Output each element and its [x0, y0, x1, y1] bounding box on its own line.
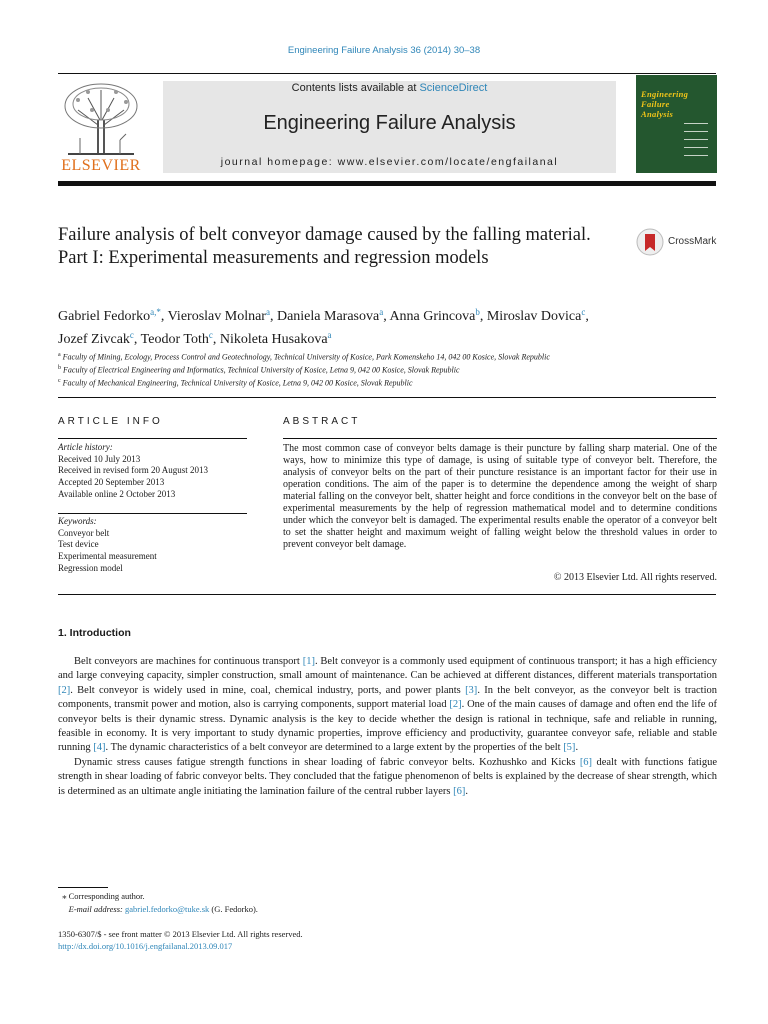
keyword-item: Regression model — [58, 562, 123, 573]
keyword-item: Experimental measurement — [58, 551, 157, 562]
author-affiliation-marker[interactable]: c — [129, 330, 134, 340]
journal-masthead — [163, 81, 616, 173]
info-bottom-rule — [58, 594, 716, 595]
crossmark-icon — [636, 228, 664, 256]
history-item: Received in revised form 20 August 2013 — [58, 465, 208, 476]
doi-link[interactable]: http://dx.doi.org/10.1016/j.engfailanal.2013.09.017 — [58, 941, 233, 951]
corresponding-author-note: ⁎ Corresponding author. — [58, 891, 145, 901]
front-matter-line: 1350-6307/$ - see front matter © 2013 Elsevier Ltd. All rights reserved. — [58, 929, 303, 939]
author-name: Miroslav Dovica — [486, 309, 582, 324]
contents-prefix: Contents lists available at — [291, 82, 417, 94]
author-name: Vieroslav Molnar — [167, 309, 266, 324]
article-title: Failure analysis of belt conveyor damage caused by the falling material. Part I: Experimental measurements and regression models — [58, 225, 591, 268]
section-heading-introduction: 1. Introduction — [58, 627, 131, 639]
abstract-copyright: © 2013 Elsevier Ltd. All rights reserved. — [553, 572, 717, 583]
author-name: Anna Grincova — [389, 309, 476, 324]
citation-link[interactable]: [2] — [449, 699, 462, 711]
history-item: Available online 2 October 2013 — [58, 488, 176, 499]
author-name: Jozef Zivcak — [58, 332, 130, 347]
email-note: E-mail address: gabriel.fedorko@tuke.sk (G. Fedorko). — [68, 903, 258, 914]
abstract-rule — [283, 438, 717, 439]
history-item: Accepted 20 September 2013 — [58, 477, 165, 488]
author-affiliation-marker[interactable]: a — [379, 307, 384, 317]
journal-citation[interactable]: Engineering Failure Analysis 36 (2014) 30–38 — [287, 45, 481, 56]
tree-icon — [58, 80, 144, 156]
cover-title: Engineering Failure Analysis — [641, 89, 689, 119]
journal-homepage[interactable]: journal homepage: www.elsevier.com/locate/engfailanal — [220, 156, 559, 168]
affiliations — [58, 350, 718, 389]
author-name: Daniela Marasova — [276, 309, 380, 324]
keywords — [58, 516, 258, 575]
paragraph: Belt conveyors are machines for continuous transport [1]. Belt conveyor is a commonly used equipment of continuous transport; it has a high efficiency and large conveying capacity, simpler construction, small amount of maintenance. Can be achieved at different distances, different materials transportation [2]. Belt conveyor is widely used in mine, coal, chemical industry, ports, and power plants [3]. In the belt conveyor, as the conveyor belt is traction components, transmit power and motion, also is carrying components, support material load [2]. One of the main causes of damage and often end the life of conveyor belts is their dynamic stress. Dynamic analysis is the key to decide whether the design is rational in technique, safe and reliable in running, feasible in economy. It is very important to study dynamic properties, improve efficiency and productivity, guarantee conveyor safe, reliable and stable running [4]. The dynamic characteristics of a belt conveyor are determined to a large extent by the properties of the belt [5]. — [58, 656, 718, 754]
footnote-rule — [58, 887, 108, 888]
publisher-name: ELSEVIER — [61, 157, 141, 174]
author-name: Teodor Toth — [140, 332, 209, 347]
author-affiliation-marker[interactable]: c — [581, 307, 586, 317]
citation-link[interactable]: [3] — [465, 684, 478, 696]
crossmark-badge[interactable] — [636, 228, 726, 256]
author-affiliation-marker[interactable]: a — [327, 330, 332, 340]
journal-cover — [636, 75, 717, 173]
article-info-rule — [58, 438, 247, 439]
author-affiliation-marker[interactable]: a,* — [150, 307, 161, 317]
author-affiliation-marker[interactable]: a — [265, 307, 270, 317]
elsevier-logo — [58, 80, 144, 173]
header-thick-rule — [58, 181, 716, 186]
keyword-item: Conveyor belt — [58, 527, 110, 538]
crossmark-label: CrossMark — [668, 236, 717, 247]
journal-name: Engineering Failure Analysis — [263, 112, 516, 134]
front-matter — [58, 928, 458, 952]
affiliation-b: $^b$ Faculty of Electrical Engineering and Informatics, Technical University of Kosice, Letna 9, 042 00 Kosice, Slovak Republic — [58, 365, 460, 375]
article-info-heading: ARTICLE INFO — [58, 416, 163, 427]
citation-link[interactable]: [4] — [93, 742, 106, 754]
author-name: Nikoleta Husakova — [219, 332, 328, 347]
info-top-rule — [58, 397, 716, 398]
top-rule — [58, 73, 716, 74]
citation-link[interactable]: [1] — [302, 656, 315, 667]
footnotes — [58, 890, 458, 915]
citation-link[interactable]: [2] — [58, 684, 71, 696]
abstract-heading: ABSTRACT — [283, 416, 361, 427]
author-affiliation-marker[interactable]: c — [208, 330, 213, 340]
article-history — [58, 442, 258, 501]
paragraph: Dynamic stress causes fatigue strength functions in shear loading of fabric conveyor belts. Kozhushko and Kicks [6] dealt with functions fatigue strength in shear loading of fabric conveyor belts. They concluded that the fatigue phenomenon of belts is explained by the decrease of shear strength, which is determined as an ultimate angle initiating the lamination failure of the central rubber layers [6]. — [58, 756, 717, 797]
citation-link[interactable]: [6] — [453, 785, 466, 797]
history-label: Article history: — [58, 442, 113, 452]
author-list: Gabriel Fedorko$^{a,*}$, Vieroslav Molnar$^a$, Daniela Marasova$^a$, Anna Grincova$^b$, Miroslav Dovica$^c$, Jozef Zivcak$^c$, Teodor Toth$^c$, Nikoleta Husakova$^a$ — [58, 307, 589, 347]
affiliation-a: $^a$ Faculty of Mining, Ecology, Process Control and Geotechnology, Technical University of Kosice, Park Komenskeho 14, 042 00 Kosice, Slovak Republic — [58, 352, 550, 362]
affiliation-c: $^c$ Faculty of Mechanical Engineering, Technical University of Kosice, Letna 9, 042 00 Kosice, Slovak Republic — [58, 378, 413, 388]
keyword-item: Test device — [58, 539, 99, 550]
author-affiliation-marker[interactable]: b — [475, 307, 480, 317]
introduction-body — [58, 655, 717, 799]
history-item: Received 10 July 2013 — [58, 453, 141, 464]
citation-link[interactable]: [5] — [563, 742, 576, 754]
sciencedirect-link[interactable]: ScienceDirect — [419, 82, 488, 94]
author-name: Gabriel Fedorko — [58, 309, 151, 324]
abstract-text: The most common case of conveyor belts damage is their puncture by falling sharp material. One of the ways, how to minimize this type of damage, is using of suitable type of conveyor belt. Therefore, the analysis of conveyor belts on the part of their puncture resistance is an important factor for their use in operation conditions. The aim of the paper is to determine the dependence among the weight of sharp material falling on the conveyor belt, shatter height and force conditions in the conveyor belt on the base of experimental measurements by the help of regression mathematical model and to determine conditions under which the conveyor belt is damaged. The experimental results enable the operator of a conveyor belt to set the shatter height and maximum weight of falling weight below the threshold values in order to prevent conveyor belt damage. — [283, 443, 717, 550]
citation-link[interactable]: [6] — [579, 756, 593, 768]
email-link[interactable]: gabriel.fedorko@tuke.sk — [124, 903, 210, 914]
keywords-rule — [58, 513, 247, 514]
contents-line — [163, 82, 616, 94]
keywords-label: Keywords: — [58, 516, 97, 526]
